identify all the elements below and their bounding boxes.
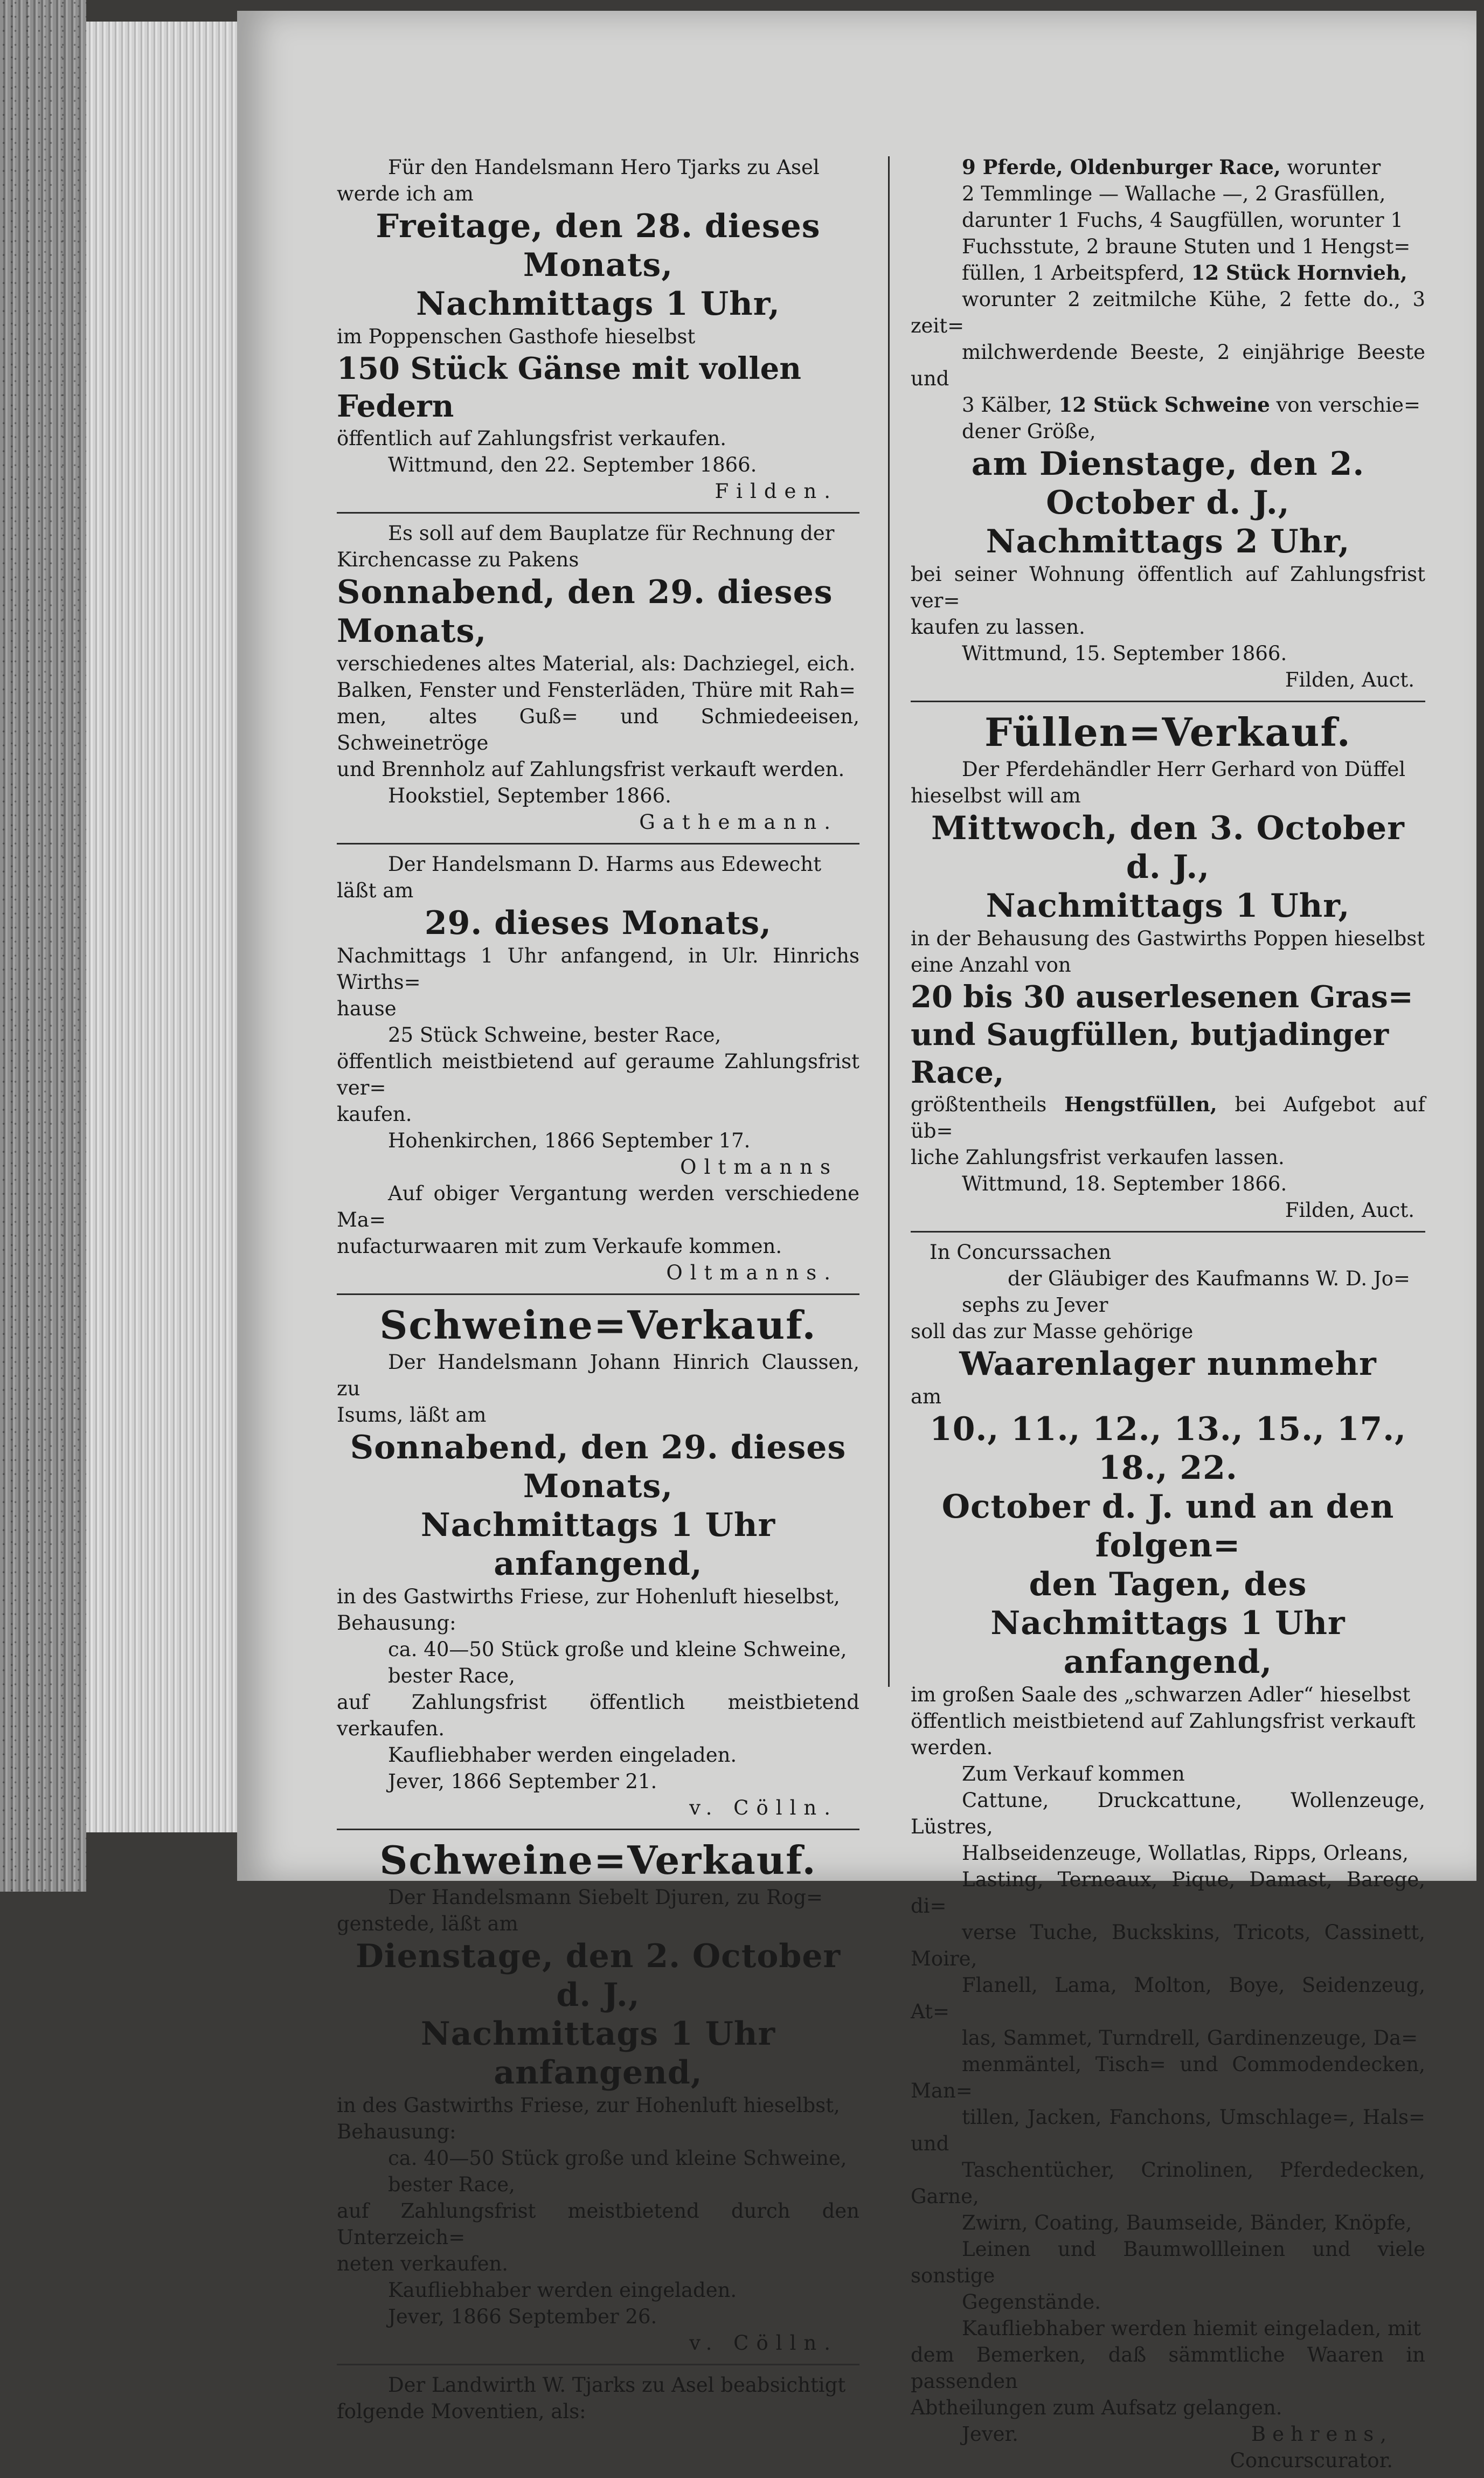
separator-rule — [337, 843, 859, 845]
ad-time-heading: Nachmittags 1 Uhr, — [986, 887, 1350, 925]
ad-text — [911, 260, 1425, 286]
ad-text: Lasting, Terneaux, Pique, Damast, Barege, di= — [911, 1868, 1425, 1918]
ad-dateline: Hookstiel, September 1866. — [388, 784, 671, 807]
ad-bold-item: 150 Stück Gänse mit vollen Federn — [337, 351, 801, 424]
ad-text-fragment: worunter — [1280, 156, 1381, 179]
ad-tjarks-geese — [337, 151, 859, 509]
ad-date-heading: Mittwoch, den 3. October d. J., — [931, 809, 1405, 886]
ad-text: In Concurssachen — [930, 1241, 1112, 1264]
ad-text: und Brennholz auf Zahlungsfrist verkauft werden. — [337, 758, 845, 781]
ad-date-heading: Freitage, den 28. dieses Monats, — [376, 207, 821, 284]
ad-time-heading: Nachmittags 1 Uhr anfangend, — [420, 2015, 776, 2092]
ad-text: der Gläubiger des Kaufmanns W. D. Jo= — [1008, 1267, 1411, 1290]
separator-rule — [337, 512, 859, 514]
ad-text: ca. 40—50 Stück große und kleine Schweine, — [388, 1638, 847, 1661]
ad-headline: Füllen=Verkauf. — [984, 709, 1351, 755]
separator-rule — [337, 2364, 859, 2365]
left-column — [337, 151, 859, 2429]
ad-text: Halbseidenzeuge, Wollatlas, Ripps, Orleans, — [962, 1842, 1409, 1865]
ad-place: Jever. — [962, 2422, 1018, 2446]
ad-role: Concurscurator. — [1230, 2449, 1393, 2472]
ad-text: 2 Temmlinge — Wallache —, 2 Grasfüllen, — [962, 182, 1386, 205]
ad-tjarks-livestock — [911, 151, 1425, 697]
newspaper-page — [237, 11, 1476, 2472]
ad-time-heading: Nachmittags 1 Uhr anfangend, — [420, 1506, 776, 1583]
ad-bold-item: und Saugfüllen, butjadinger Race, — [911, 1017, 1389, 1090]
ad-text: dem Bemerken, daß sämmtliche Waaren in passenden — [911, 2343, 1425, 2393]
ad-text: in des Gastwirths Friese, zur Hohenluft hieselbst, — [337, 2094, 840, 2117]
ad-text: öffentlich meistbietend auf Zahlungsfrist verkauft — [911, 1709, 1416, 1733]
ad-text: 25 Stück Schweine, bester Race, — [388, 1023, 722, 1047]
ad-text: eine Anzahl von — [911, 953, 1071, 977]
ad-bold-item: 9 Pferde, Oldenburger Race, — [962, 155, 1281, 179]
ad-text: öffentlich meistbietend auf geraume Zahlungsfrist ver= — [337, 1050, 859, 1099]
ad-date-heading: 29. dieses Monats, — [424, 904, 772, 942]
ad-dateline: Wittmund, 18. September 1866. — [962, 1172, 1287, 1195]
ad-claussen-pigs — [337, 1298, 859, 1825]
ad-headline: Waarenlager nunmehr — [959, 1345, 1377, 1383]
ad-dateline: Jever, 1866 September 26. — [388, 2305, 657, 2328]
ad-bold-item: 12 Stück Schweine — [1058, 393, 1270, 417]
ad-text: tillen, Jacken, Fanchons, Umschlage=, Hals= und — [911, 2106, 1425, 2155]
ad-text: Zwirn, Coating, Baumseide, Bänder, Knöpfe, — [962, 2211, 1412, 2234]
ad-text: in des Gastwirths Friese, zur Hohenluft hieselbst, — [337, 1585, 840, 1608]
ad-text: Der Handelsmann D. Harms aus Edewecht — [388, 853, 822, 876]
ad-text: Kirchencasse zu Pakens — [337, 548, 579, 571]
ad-text: Der Landwirth W. Tjarks zu Asel beabsichtigt — [388, 2373, 846, 2397]
ad-time-heading: Nachmittags 1 Uhr, — [416, 285, 780, 323]
ad-text: las, Sammet, Turndrell, Gardinenzeuge, Da= — [962, 2026, 1418, 2050]
ad-text: Abtheilungen zum Aufsatz gelangen. — [911, 2396, 1282, 2419]
ad-signature: Gathemann. — [639, 811, 838, 834]
ad-text: verschiedenes altes Material, als: Dachziegel, eich. — [337, 652, 856, 675]
ad-text: kaufen zu lassen. — [911, 615, 1085, 639]
ad-time-heading: anfangend, — [1063, 1643, 1273, 1681]
ad-text — [911, 392, 1425, 418]
ad-text: dener Größe, — [962, 420, 1096, 443]
separator-rule — [337, 1829, 859, 1830]
ad-text: Isums, läßt am — [337, 1403, 487, 1427]
ad-text: Taschentücher, Crinolinen, Pferdedecken, Garne, — [911, 2158, 1425, 2208]
ad-signature: v. Cölln. — [689, 1796, 838, 1819]
ad-text-fragment: von verschie= — [1270, 393, 1421, 417]
ad-djuren-pigs — [337, 1833, 859, 2361]
ad-text: worunter 2 zeitmilche Kühe, 2 fette do., 3 zeit= — [911, 288, 1425, 337]
right-column — [911, 151, 1425, 2478]
ad-text: Behausung: — [337, 1611, 456, 1635]
ad-signature: Oltmanns — [680, 1155, 838, 1179]
ad-date-heading: Sonnabend, den 29. dieses Monats, — [350, 1429, 847, 1505]
ad-text: soll das zur Masse gehörige — [911, 1320, 1194, 1343]
ad-text: Der Handelsmann Johann Hinrich Claussen, zu — [337, 1351, 859, 1400]
ad-text: sephs zu Jever — [962, 1293, 1108, 1317]
ad-text: bester Race, — [388, 2173, 515, 2196]
ad-headline: Schweine=Verkauf. — [379, 1302, 817, 1348]
ad-signature-line — [911, 2421, 1425, 2447]
ad-time-heading: Nachmittags 2 Uhr, — [986, 523, 1350, 560]
separator-rule — [911, 1231, 1425, 1233]
ad-text: liche Zahlungsfrist verkaufen lassen. — [911, 1146, 1285, 1169]
ad-text: hieselbst will am — [911, 784, 1081, 807]
ad-harms-pigs — [337, 848, 859, 1290]
ad-text: neten verkaufen. — [337, 2252, 509, 2275]
ad-text: men, altes Guß= und Schmiedeeisen, Schweinetröge — [337, 705, 859, 755]
ad-text: Gegenstände. — [962, 2290, 1101, 2314]
ad-date-heading: Sonnabend, den 29. dieses Monats, — [337, 573, 833, 650]
ad-text: auf Zahlungsfrist meistbietend durch den Unterzeich= — [337, 2199, 859, 2249]
ad-text: folgende Moventien, als: — [337, 2400, 586, 2423]
ad-text-fragment: füllen, 1 Arbeitspferd, — [962, 261, 1191, 285]
ad-signature: Filden, Auct. — [1285, 1199, 1414, 1222]
ad-text: Kaufliebhaber werden eingeladen. — [388, 1743, 737, 1767]
ad-tjarks-livestock-intro — [337, 2369, 859, 2429]
ad-text: Es soll auf dem Bauplatze für Rechnung der — [388, 522, 835, 545]
ad-text: im großen Saale des „schwarzen Adler“ hieselbst — [911, 1683, 1411, 1706]
separator-rule — [337, 1293, 859, 1295]
ad-text: in der Behausung des Gastwirths Poppen hieselbst — [911, 927, 1425, 950]
ad-text: verse Tuche, Buckskins, Tricots, Cassinett, Moire, — [911, 1921, 1425, 1970]
ad-text: Auf obiger Vergantung werden verschiedene Ma= — [337, 1182, 859, 1231]
ad-text: Kaufliebhaber werden hiemit eingeladen, mit — [962, 2317, 1421, 2340]
ad-text: Kaufliebhaber werden eingeladen. — [388, 2279, 737, 2302]
column-divider — [888, 156, 890, 1687]
ad-text: darunter 1 Fuchs, 4 Saugfüllen, worunter 1 — [962, 209, 1403, 232]
ad-dateline: Wittmund, den 22. September 1866. — [388, 453, 757, 476]
ad-text: am — [911, 1385, 942, 1408]
ad-text — [911, 1091, 1425, 1144]
ad-text-fragment: bei Aufgebot auf üb= — [911, 1093, 1426, 1143]
ad-text: werden. — [911, 1736, 993, 1759]
ad-signature: Filden. — [715, 480, 838, 503]
ad-text: menmäntel, Tisch= und Commodendecken, Man= — [911, 2053, 1425, 2102]
ad-bold-item: 12 Stück Hornvieh, — [1191, 261, 1407, 285]
ad-date-heading: am Dienstage, den 2. October d. J., — [971, 445, 1365, 522]
ad-text: ca. 40—50 Stück große und kleine Schweine, — [388, 2147, 847, 2170]
ad-text: nufacturwaaren mit zum Verkaufe kommen. — [337, 1235, 782, 1258]
ad-text: Zum Verkauf kommen — [962, 1762, 1185, 1785]
ad-text: Der Handelsmann Siebelt Djuren, zu Rog= — [388, 1886, 823, 1909]
ad-pakens-material — [337, 517, 859, 840]
ad-text-fragment: 3 Kälber, — [962, 393, 1059, 417]
ad-text: Für den Handelsmann Hero Tjarks zu Asel — [388, 156, 820, 179]
ad-text: milchwerdende Beeste, 2 einjährige Beeste und — [911, 341, 1425, 390]
ad-date-heading: 10., 11., 12., 13., 15., 17., 18., 22. — [929, 1410, 1407, 1487]
ad-text: Cattune, Druckcattune, Wollenzeuge, Lüstres, — [911, 1789, 1425, 1838]
ad-concurs-warehouse — [911, 1236, 1425, 2478]
ad-text: Der Pferdehändler Herr Gerhard von Düffel — [962, 758, 1406, 781]
ad-text: auf Zahlungsfrist öffentlich meistbietend verkaufen. — [337, 1691, 859, 1740]
ad-bold-item: Hengstfüllen, — [1064, 1092, 1217, 1116]
ad-text: werde ich am — [337, 182, 474, 205]
separator-rule — [911, 701, 1425, 702]
ad-text: öffentlich auf Zahlungsfrist verkaufen. — [337, 427, 727, 450]
ad-signature: v. Cölln. — [689, 2331, 838, 2355]
ad-text: Balken, Fenster und Fensterläden, Thüre mit Rah= — [337, 679, 856, 702]
ad-text: Leinen und Baumwollleinen und viele sonstige — [911, 2238, 1425, 2287]
ad-text: kaufen. — [337, 1103, 412, 1126]
ad-dateline: Hohenkirchen, 1866 September 17. — [388, 1129, 751, 1152]
ad-text: bei seiner Wohnung öffentlich auf Zahlungsfrist ver= — [911, 563, 1425, 612]
ad-text-fragment: größtentheils — [911, 1093, 1065, 1116]
page-stack — [86, 22, 248, 1832]
ad-text: bester Race, — [388, 1664, 515, 1687]
ad-date-heading: Dienstage, den 2. October d. J., — [355, 1937, 841, 2014]
ad-text: Flanell, Lama, Molton, Boye, Seidenzeug, At= — [911, 1974, 1425, 2023]
ad-signature: Behrens, — [1251, 2422, 1393, 2446]
ad-text: Fuchsstute, 2 braune Stuten und 1 Hengst= — [962, 235, 1411, 258]
ad-text: genstede, läßt am — [337, 1912, 518, 1935]
ad-foal-sale — [911, 705, 1425, 1228]
ad-text: hause — [337, 997, 397, 1020]
ad-text: Nachmittags 1 Uhr anfangend, in Ulr. Hinrichs Wirths= — [337, 944, 859, 994]
ad-text: im Poppenschen Gasthofe hieselbst — [337, 325, 696, 348]
book-edge — [0, 0, 86, 1892]
ad-date-heading: October d. J. und an den folgen= — [941, 1488, 1395, 1565]
ad-bold-item: 20 bis 30 auserlesenen Gras= — [911, 979, 1413, 1015]
ad-time-heading: den Tagen, des Nachmittags 1 Uhr — [990, 1566, 1346, 1642]
ad-dateline: Wittmund, 15. September 1866. — [962, 642, 1287, 665]
ad-text: Behausung: — [337, 2120, 456, 2143]
ad-signature: Oltmanns. — [666, 1261, 838, 1284]
ad-text — [911, 154, 1425, 181]
ad-text: läßt am — [337, 879, 414, 902]
ad-dateline: Jever, 1866 September 21. — [388, 1770, 657, 1793]
ad-headline: Schweine=Verkauf. — [379, 1837, 817, 1883]
ad-signature: Filden, Auct. — [1285, 668, 1414, 691]
